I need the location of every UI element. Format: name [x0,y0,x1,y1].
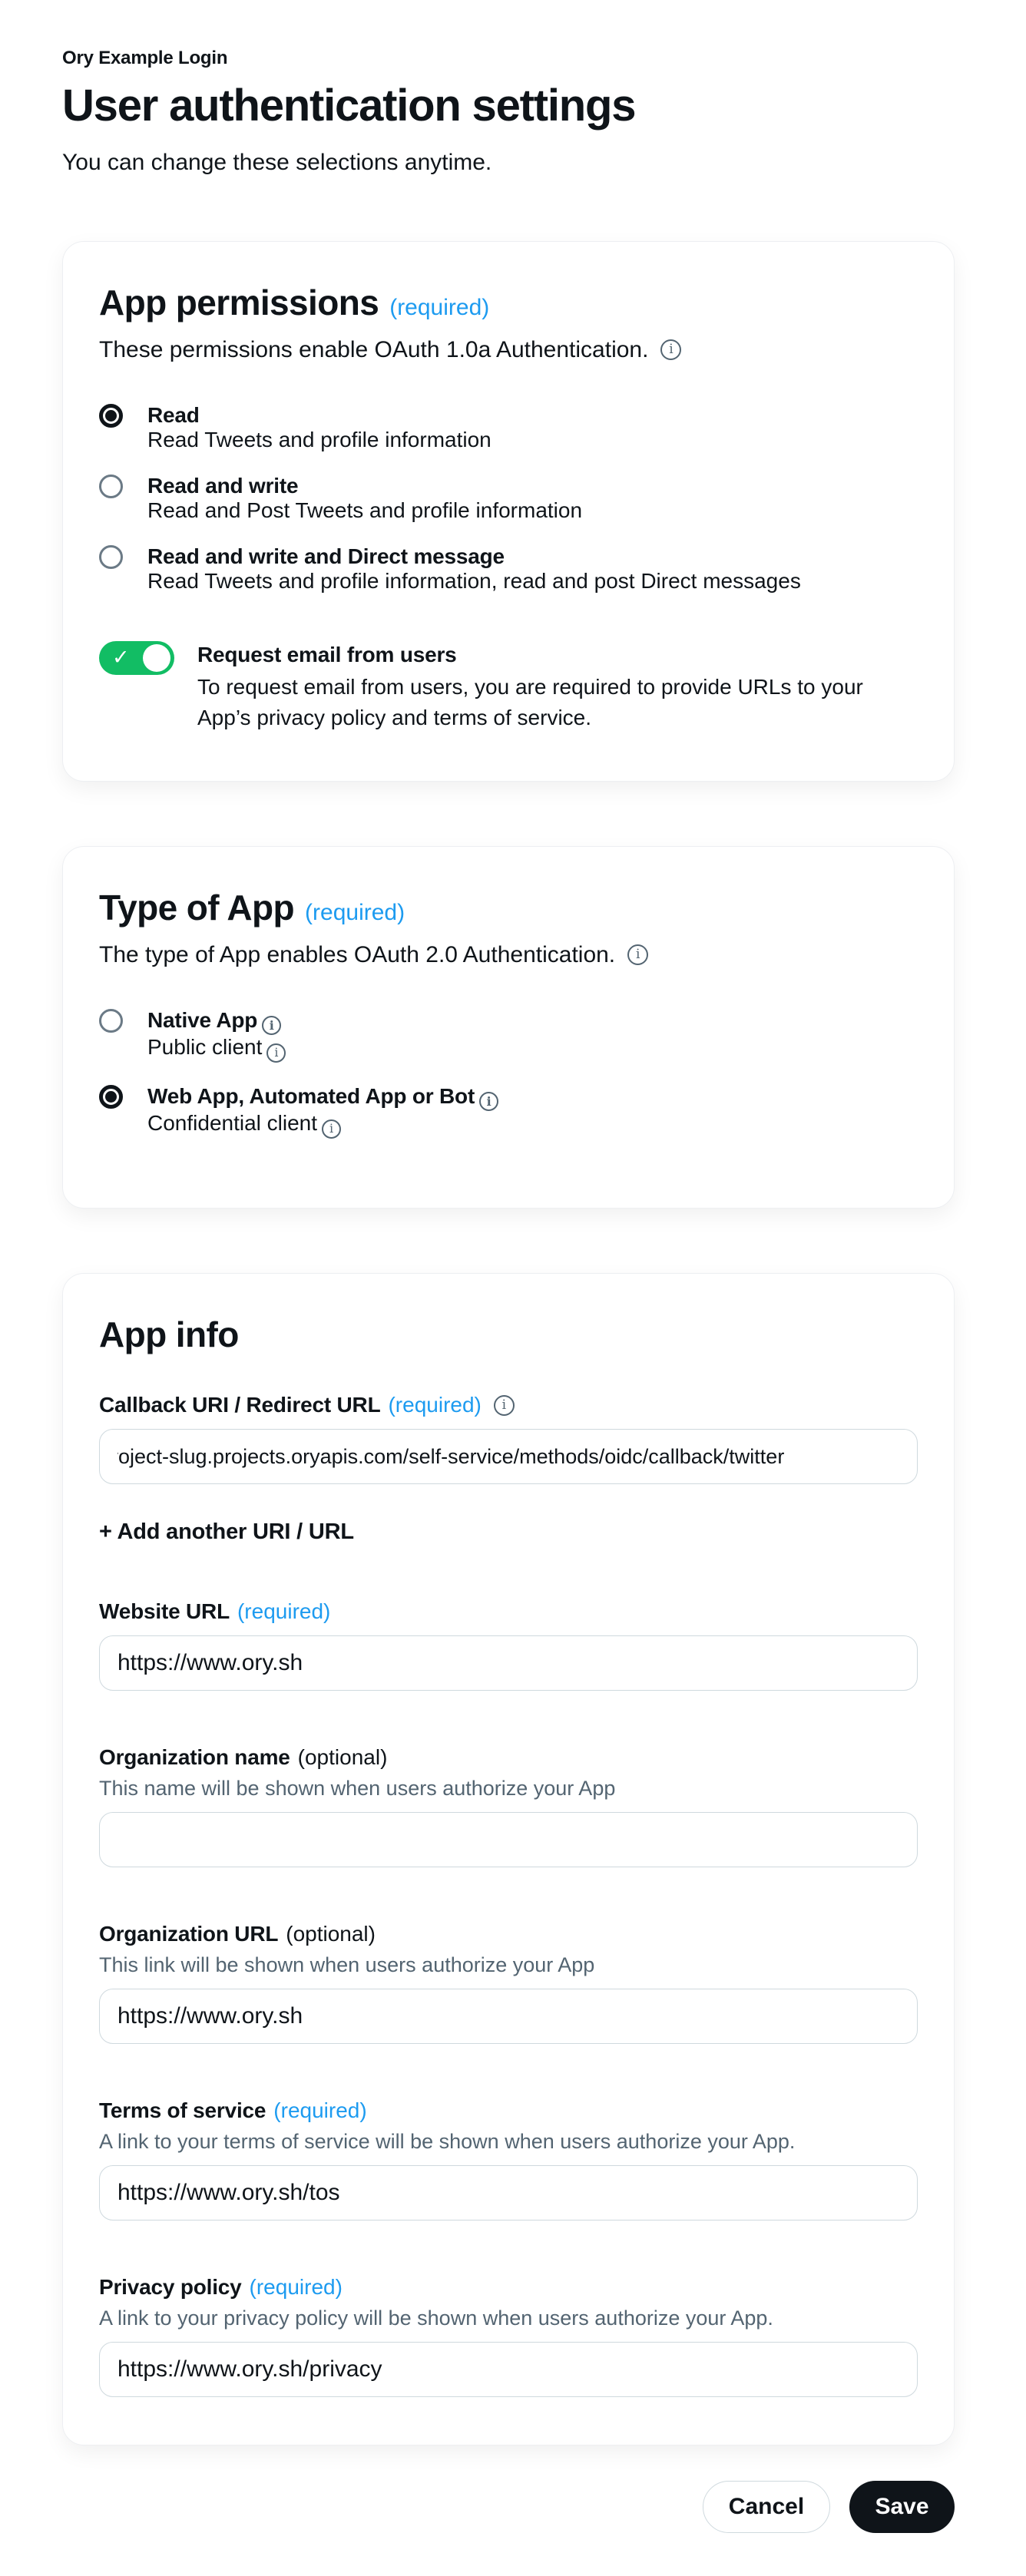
org-name-label: Organization name [99,1745,290,1770]
website-url-field-group [99,1599,918,1691]
org-url-label-row [99,1921,918,1947]
radio-button[interactable] [99,475,123,498]
info-icon[interactable]: i [322,1119,341,1139]
option-label: Read and write [147,474,299,498]
info-icon[interactable]: i [262,1016,281,1035]
type-of-app-card [62,846,955,1209]
callback-url-label-row [99,1392,918,1418]
toggle-knob [143,644,170,672]
footer-actions [62,2481,955,2533]
org-name-hint: This name will be shown when users authorize your App [99,1777,616,1801]
option-description: Public client i [147,1035,286,1063]
radio-button[interactable] [99,1085,123,1109]
website-url-input[interactable] [99,1635,918,1691]
permission-option-read[interactable] [99,403,918,452]
option-description: Confidential client i [147,1111,498,1139]
request-email-label: Request email from users [197,643,457,667]
app-type-options [99,1008,918,1139]
option-description: Read Tweets and profile information, read and post Direct messages [147,569,801,594]
required-badge: (required) [388,1393,482,1417]
terms-label-row [99,2098,918,2124]
type-of-app-title-row [99,888,918,928]
org-url-label: Organization URL [99,1922,279,1946]
option-label: Read and write and Direct message [147,544,505,569]
app-permissions-subtitle-text: These permissions enable OAuth 1.0a Authentication. [99,337,649,363]
info-icon[interactable]: i [494,1395,515,1416]
privacy-field-group [99,2274,918,2397]
website-url-label-row [99,1599,918,1625]
request-email-description: To request email from users, you are required to provide URLs to your App’s privacy policy and terms of service. [197,675,863,730]
request-email-row [99,641,918,733]
permission-option-read-write-dm[interactable] [99,544,918,594]
option-description: Read and Post Tweets and profile information [147,498,583,523]
info-icon[interactable]: i [266,1043,286,1063]
terms-field-group [99,2098,918,2221]
required-badge: (required) [305,900,405,926]
app-name-label: Ory Example Login [62,48,228,68]
toggle-check-icon: ✓ [112,646,130,670]
save-button[interactable]: Save [849,2481,955,2533]
app-info-card [62,1273,955,2446]
callback-url-field-group [99,1392,918,1484]
info-icon[interactable]: i [627,944,648,965]
info-icon[interactable]: i [479,1092,498,1111]
required-badge: (required) [273,2098,367,2123]
app-permissions-title-row [99,283,918,322]
org-url-hint: This link will be shown when users authorize your App [99,1953,595,1977]
radio-button[interactable] [99,404,123,428]
org-name-field-group [99,1744,918,1867]
privacy-label-row [99,2274,918,2300]
org-name-label-row [99,1744,918,1771]
optional-badge: (optional) [286,1922,376,1946]
terms-hint: A link to your terms of service will be shown when users authorize your App. [99,2130,796,2154]
org-name-input[interactable] [99,1812,918,1867]
privacy-hint: A link to your privacy policy will be shown when users authorize your App. [99,2306,773,2330]
page-title: User authentication settings [62,81,636,131]
radio-button[interactable] [99,1009,123,1033]
callback-url-label: Callback URI / Redirect URL [99,1393,381,1417]
request-email-toggle[interactable] [99,641,174,675]
option-label: Read [147,403,200,428]
privacy-input[interactable] [99,2342,918,2397]
info-icon[interactable]: i [660,339,681,360]
option-description: Read Tweets and profile information [147,428,491,452]
type-of-app-subtitle-text: The type of App enables OAuth 2.0 Authentication. [99,941,616,967]
org-url-field-group [99,1921,918,2044]
permission-options [99,403,918,594]
app-type-option-web[interactable] [99,1084,918,1139]
add-another-url-button[interactable]: + Add another URI / URL [99,1519,354,1545]
page-subtitle: You can change these selections anytime. [62,149,492,175]
radio-button[interactable] [99,545,123,569]
app-permissions-subtitle [99,335,918,365]
optional-badge: (optional) [297,1745,388,1770]
terms-label: Terms of service [99,2098,266,2123]
callback-url-input[interactable] [99,1429,918,1484]
website-url-label: Website URL [99,1599,230,1624]
app-type-option-native[interactable] [99,1008,918,1063]
app-info-title-row [99,1315,918,1354]
required-badge: (required) [237,1599,331,1624]
terms-input[interactable] [99,2165,918,2221]
option-label: Native App i [147,1008,286,1036]
app-permissions-card [62,241,955,782]
required-badge: (required) [389,295,490,321]
type-of-app-subtitle [99,940,918,970]
org-url-input[interactable] [99,1989,918,2044]
required-badge: (required) [249,2275,343,2300]
app-info-title: App info [99,1314,239,1354]
privacy-label: Privacy policy [99,2275,242,2300]
permission-option-read-write[interactable] [99,474,918,523]
cancel-button[interactable]: Cancel [703,2481,830,2533]
type-of-app-title: Type of App [99,888,295,928]
app-permissions-title: App permissions [99,283,379,323]
option-label: Web App, Automated App or Bot i [147,1084,498,1112]
